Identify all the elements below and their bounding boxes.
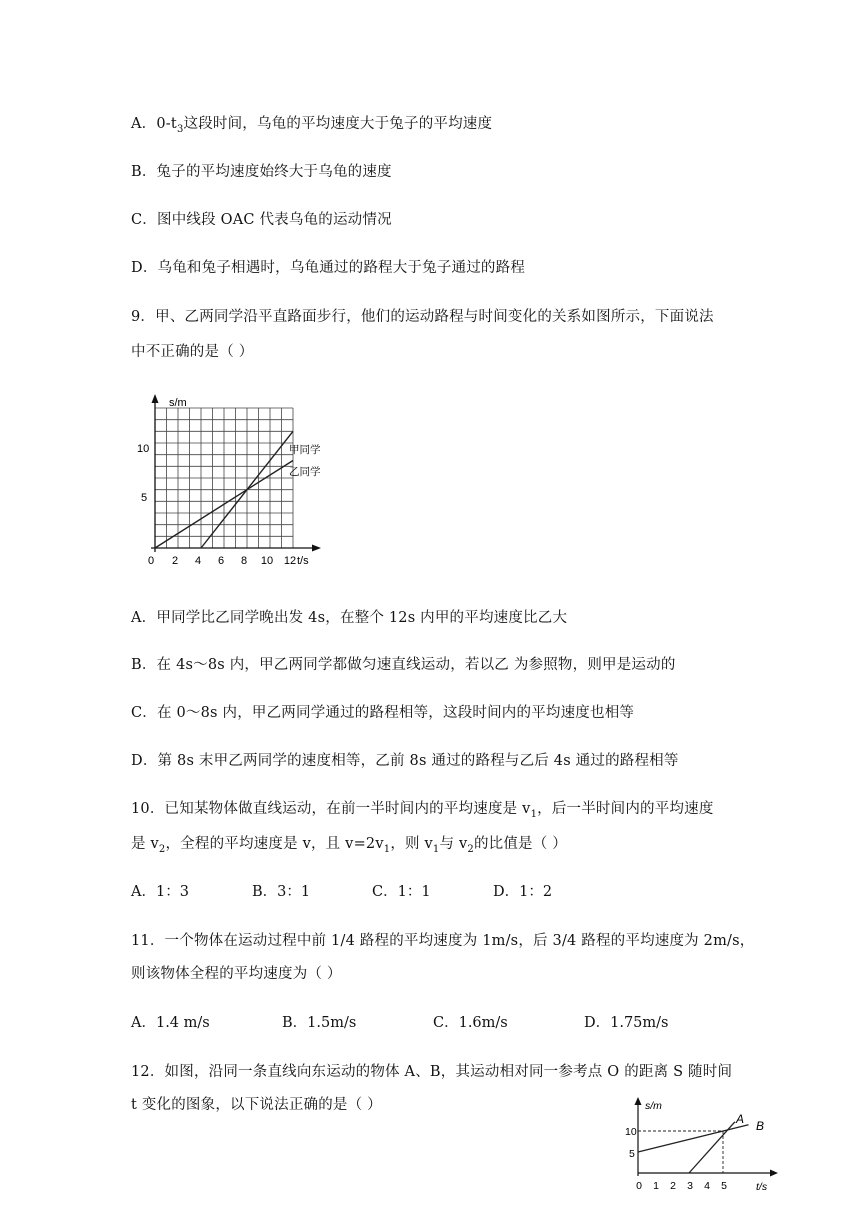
q9-y-tick-10: 10 [137, 443, 150, 455]
q12-x-tick-0: 0 [636, 1180, 642, 1192]
q9-legend-yi: 乙同学 [289, 466, 321, 478]
q9-x-tick-0: 0 [147, 555, 155, 567]
q11-option-b: B．1.5m/s [282, 1015, 357, 1031]
q12-x-axis-arrow [770, 1170, 778, 1177]
q10-option-c: C．1：1 [372, 884, 431, 900]
q12-x-axis-label: t/s [756, 1181, 768, 1192]
q9-grid [155, 408, 293, 548]
q9-x-tick-8: 8 [240, 555, 248, 567]
q10-stem-line1: 10．已知某物体做直线运动，在前一半时间内的平均速度是 $v_1$，后一半时间内的平均速度 [131, 801, 714, 820]
q9-x-tick-12: 12 [283, 555, 297, 567]
q12-x-tick-3: 3 [687, 1180, 693, 1192]
q9-legend-jia: 甲同学 [289, 444, 321, 456]
q12-x-tick-labels [636, 1180, 727, 1192]
q12-x-tick-4: 4 [704, 1180, 710, 1192]
q12-y-tick-5: 5 [629, 1148, 635, 1160]
q12-distance-time-graph [624, 1096, 800, 1192]
q8-option-c: C．图中线段 OAC 代表乌龟的运动情况 [131, 212, 392, 228]
q12-label-a: A [736, 1112, 745, 1126]
q9-x-axis-arrow [312, 545, 321, 552]
q9-x-tick-6: 6 [217, 555, 225, 567]
q9-x-tick-10: 10 [260, 555, 274, 567]
q9-x-tick-4: 4 [194, 555, 202, 567]
q10-option-b: B．3：1 [252, 884, 311, 900]
q12-y-axis-label: s/m [645, 1100, 662, 1112]
q12-y-axis-arrow [635, 1097, 642, 1105]
q12-x-tick-1: 1 [653, 1180, 659, 1192]
q11-option-a: A．1.4 m/s [131, 1015, 210, 1031]
q11-stem-line2: 则该物体全程的平均速度为（ ） [131, 966, 342, 982]
q10-option-d: D．1：2 [493, 884, 553, 900]
q9-x-tick-2: 2 [171, 555, 179, 567]
q10-option-a: A．1：3 [131, 884, 189, 900]
q9-stem-line2: 中不正确的是（ ） [131, 344, 254, 360]
q11-stem-line1: 11．一个物体在运动过程中前 1/4 路程的平均速度为 1m/s，后 3/4 路程的平均速度为 2m/s， [131, 933, 755, 949]
q9-x-tick-labels [148, 555, 296, 567]
q9-option-a: A．甲同学比乙同学晚出发 4s，在整个 12s 内甲的平均速度比乙大 [131, 610, 568, 626]
q9-option-d: D．第 8s 末甲乙两同学的速度相等，乙前 8s 通过的路程与乙后 4s 通过的路程相等 [131, 753, 679, 769]
q11-option-d: D．1.75m/s [584, 1015, 669, 1031]
q9-y-tick-5: 5 [141, 492, 148, 504]
q12-stem-line1: 12．如图，沿同一条直线向东运动的物体 A、B，其运动相对同一参考点 O 的距离 S 随时间 [131, 1064, 733, 1080]
q12-x-tick-2: 2 [670, 1180, 676, 1192]
q12-label-b: B [756, 1119, 765, 1133]
q10-stem-line2: 是 $v_2$，全程的平均速度是 v，且 $v=2v_1$，则 $v_1$与 $v_2$的比值是（ ） [131, 836, 567, 855]
q9-option-c: C．在 0～8s 内，甲乙两同学通过的路程相等，这段时间内的平均速度也相等 [131, 705, 635, 721]
q9-y-axis-label: s/m [169, 397, 187, 409]
q12-y-tick-10: 10 [625, 1126, 637, 1138]
q12-x-tick-5: 5 [721, 1180, 727, 1192]
q9-distance-time-graph [135, 388, 335, 574]
q8-option-d: D．乌龟和兔子相遇时，乌龟通过的路程大于兔子通过的路程 [131, 260, 526, 276]
q9-x-axis-label: t/s [297, 555, 309, 567]
q9-option-b: B．在 4s～8s 内，甲乙两同学都做匀速直线运动，若以乙 为参照物，则甲是运动的 [131, 657, 676, 673]
q11-option-c: C．1.6m/s [433, 1015, 508, 1031]
q12-stem-line2: t 变化的图象，以下说法正确的是（ ） [131, 1097, 382, 1113]
q8-option-b: B．兔子的平均速度始终大于乌龟的速度 [131, 164, 392, 180]
q9-y-axis-arrow [152, 394, 159, 403]
q9-stem-line1: 9．甲、乙两同学沿平直路面步行，他们的运动路程与时间变化的关系如图所示，下面说法 [131, 309, 714, 325]
q12-line-b [638, 1125, 749, 1152]
q8-option-a: A．$0-t_3$这段时间，乌龟的平均速度大于兔子的平均速度 [131, 116, 493, 135]
